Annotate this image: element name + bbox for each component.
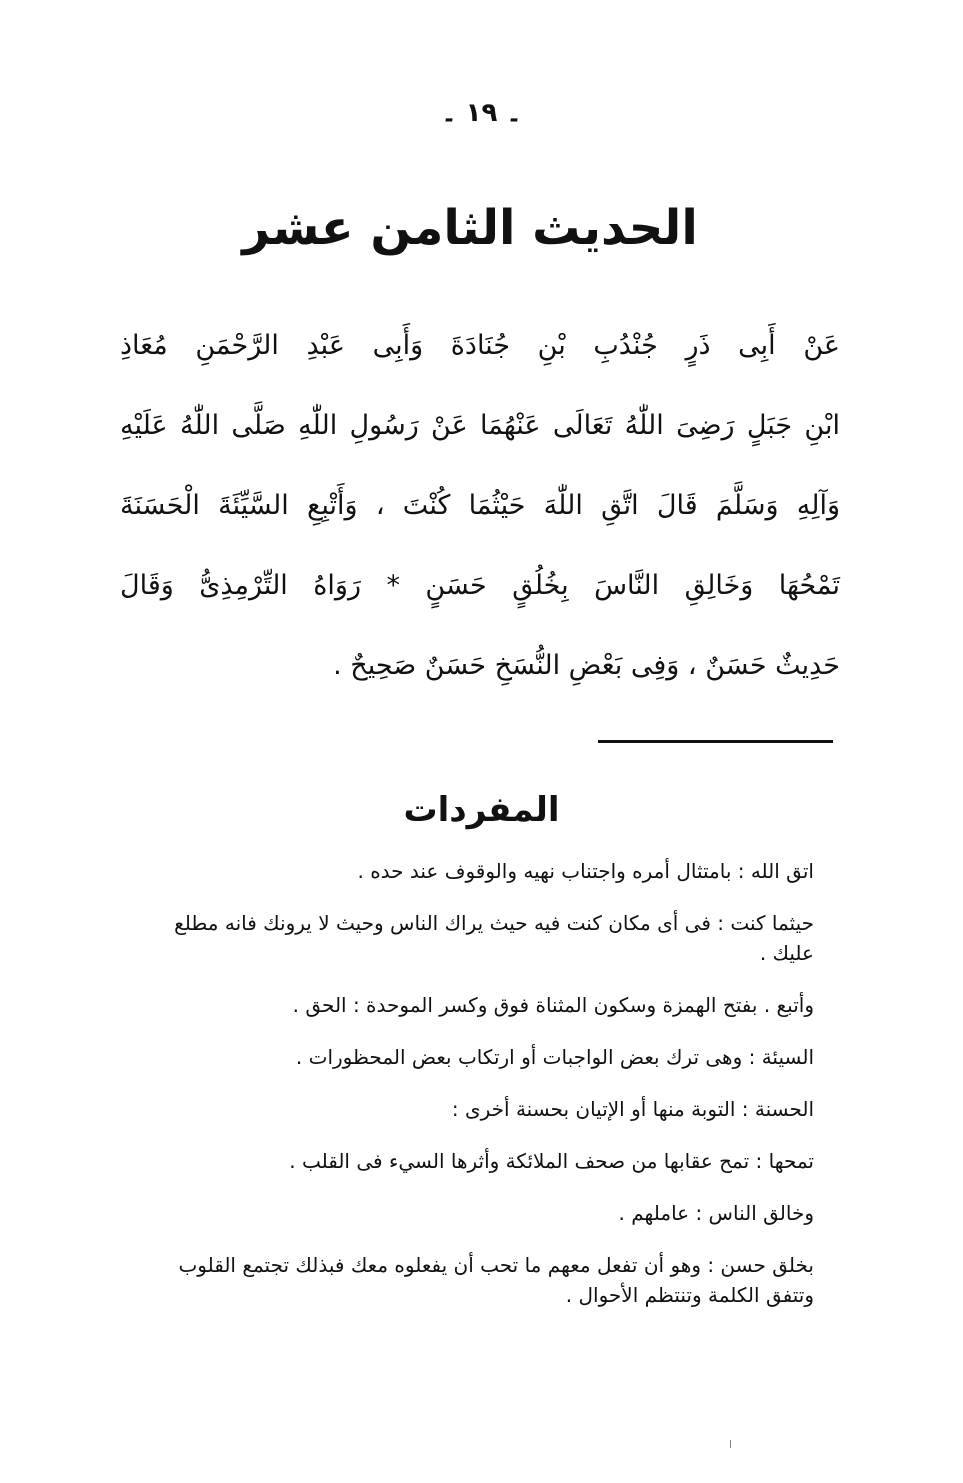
section-divider: [598, 740, 833, 743]
vocabulary-entry: بخلق حسن : وهو أن تفعل معهم ما تحب أن يفعلوه معك فبذلك تجتمع القلوب وتتفق الكلمة وتنتظم الأحوال .: [178, 1253, 814, 1307]
hadith-line: وَآلِهِ وَسَلَّمَ قَالَ اتَّقِ اللّٰهَ حَيْثُمَا كُنْتَ ، وَأَتْبِعِ السَّيِّئَةَ الْحَسَنَةَ: [120, 490, 840, 521]
vocabulary-entry: اتق الله : بامتثال أمره واجتناب نهيه والوقوف عند حده .: [357, 859, 814, 883]
vocabulary-entry: وخالق الناس : عاملهم .: [618, 1201, 814, 1225]
page-number: ۔ ١٩ ۔: [441, 98, 522, 128]
vocabulary-entry: حيثما كنت : فى أى مكان كنت فيه حيث يراك الناس وحيث لا يرونك فانه مطلع عليك .: [174, 911, 814, 965]
hadith-title: الحديث الثامن عشر: [242, 200, 698, 256]
vocabulary-heading: المفردات: [403, 790, 560, 830]
vocabulary-entry: الحسنة : التوبة منها أو الإتيان بحسنة أخرى :: [451, 1097, 814, 1121]
hadith-line: عَنْ أَبِى ذَرٍ جُنْدُبِ بْنِ جُنَادَةَ وَأَبِى عَبْدِ الرَّحْمَنِ مُعَاذِ: [120, 330, 840, 361]
hadith-line: ابْنِ جَبَلٍ رَضِىَ اللّٰهُ تَعَالَى عَنْهُمَا عَنْ رَسُولِ اللّٰهِ صَلَّى اللّٰهُ عَلَيْهِ: [120, 410, 840, 441]
scan-mark: [730, 1440, 731, 1448]
vocabulary-list: [130, 856, 842, 1332]
vocabulary-entry: وأتبع . بفتح الهمزة وسكون المثناة فوق وكسر الموحدة : الحق .: [292, 993, 814, 1017]
hadith-line: تَمْحُهَا وَخَالِقِ النَّاسَ بِخُلُقٍ حَسَنٍ * رَوَاهُ التِّرْمِذِىُّ وَقَالَ: [120, 570, 840, 601]
hadith-line: حَدِيثٌ حَسَنٌ ، وَفِى بَعْضِ النُّسَخِ حَسَنٌ صَحِيحٌ .: [333, 650, 840, 681]
vocabulary-entry: تمحها : تمح عقابها من صحف الملائكة وأثرها السيء فى القلب .: [289, 1149, 814, 1173]
vocabulary-entry: السيئة : وهى ترك بعض الواجبات أو ارتكاب بعض المحظورات .: [295, 1045, 814, 1069]
hadith-text: [120, 318, 840, 718]
